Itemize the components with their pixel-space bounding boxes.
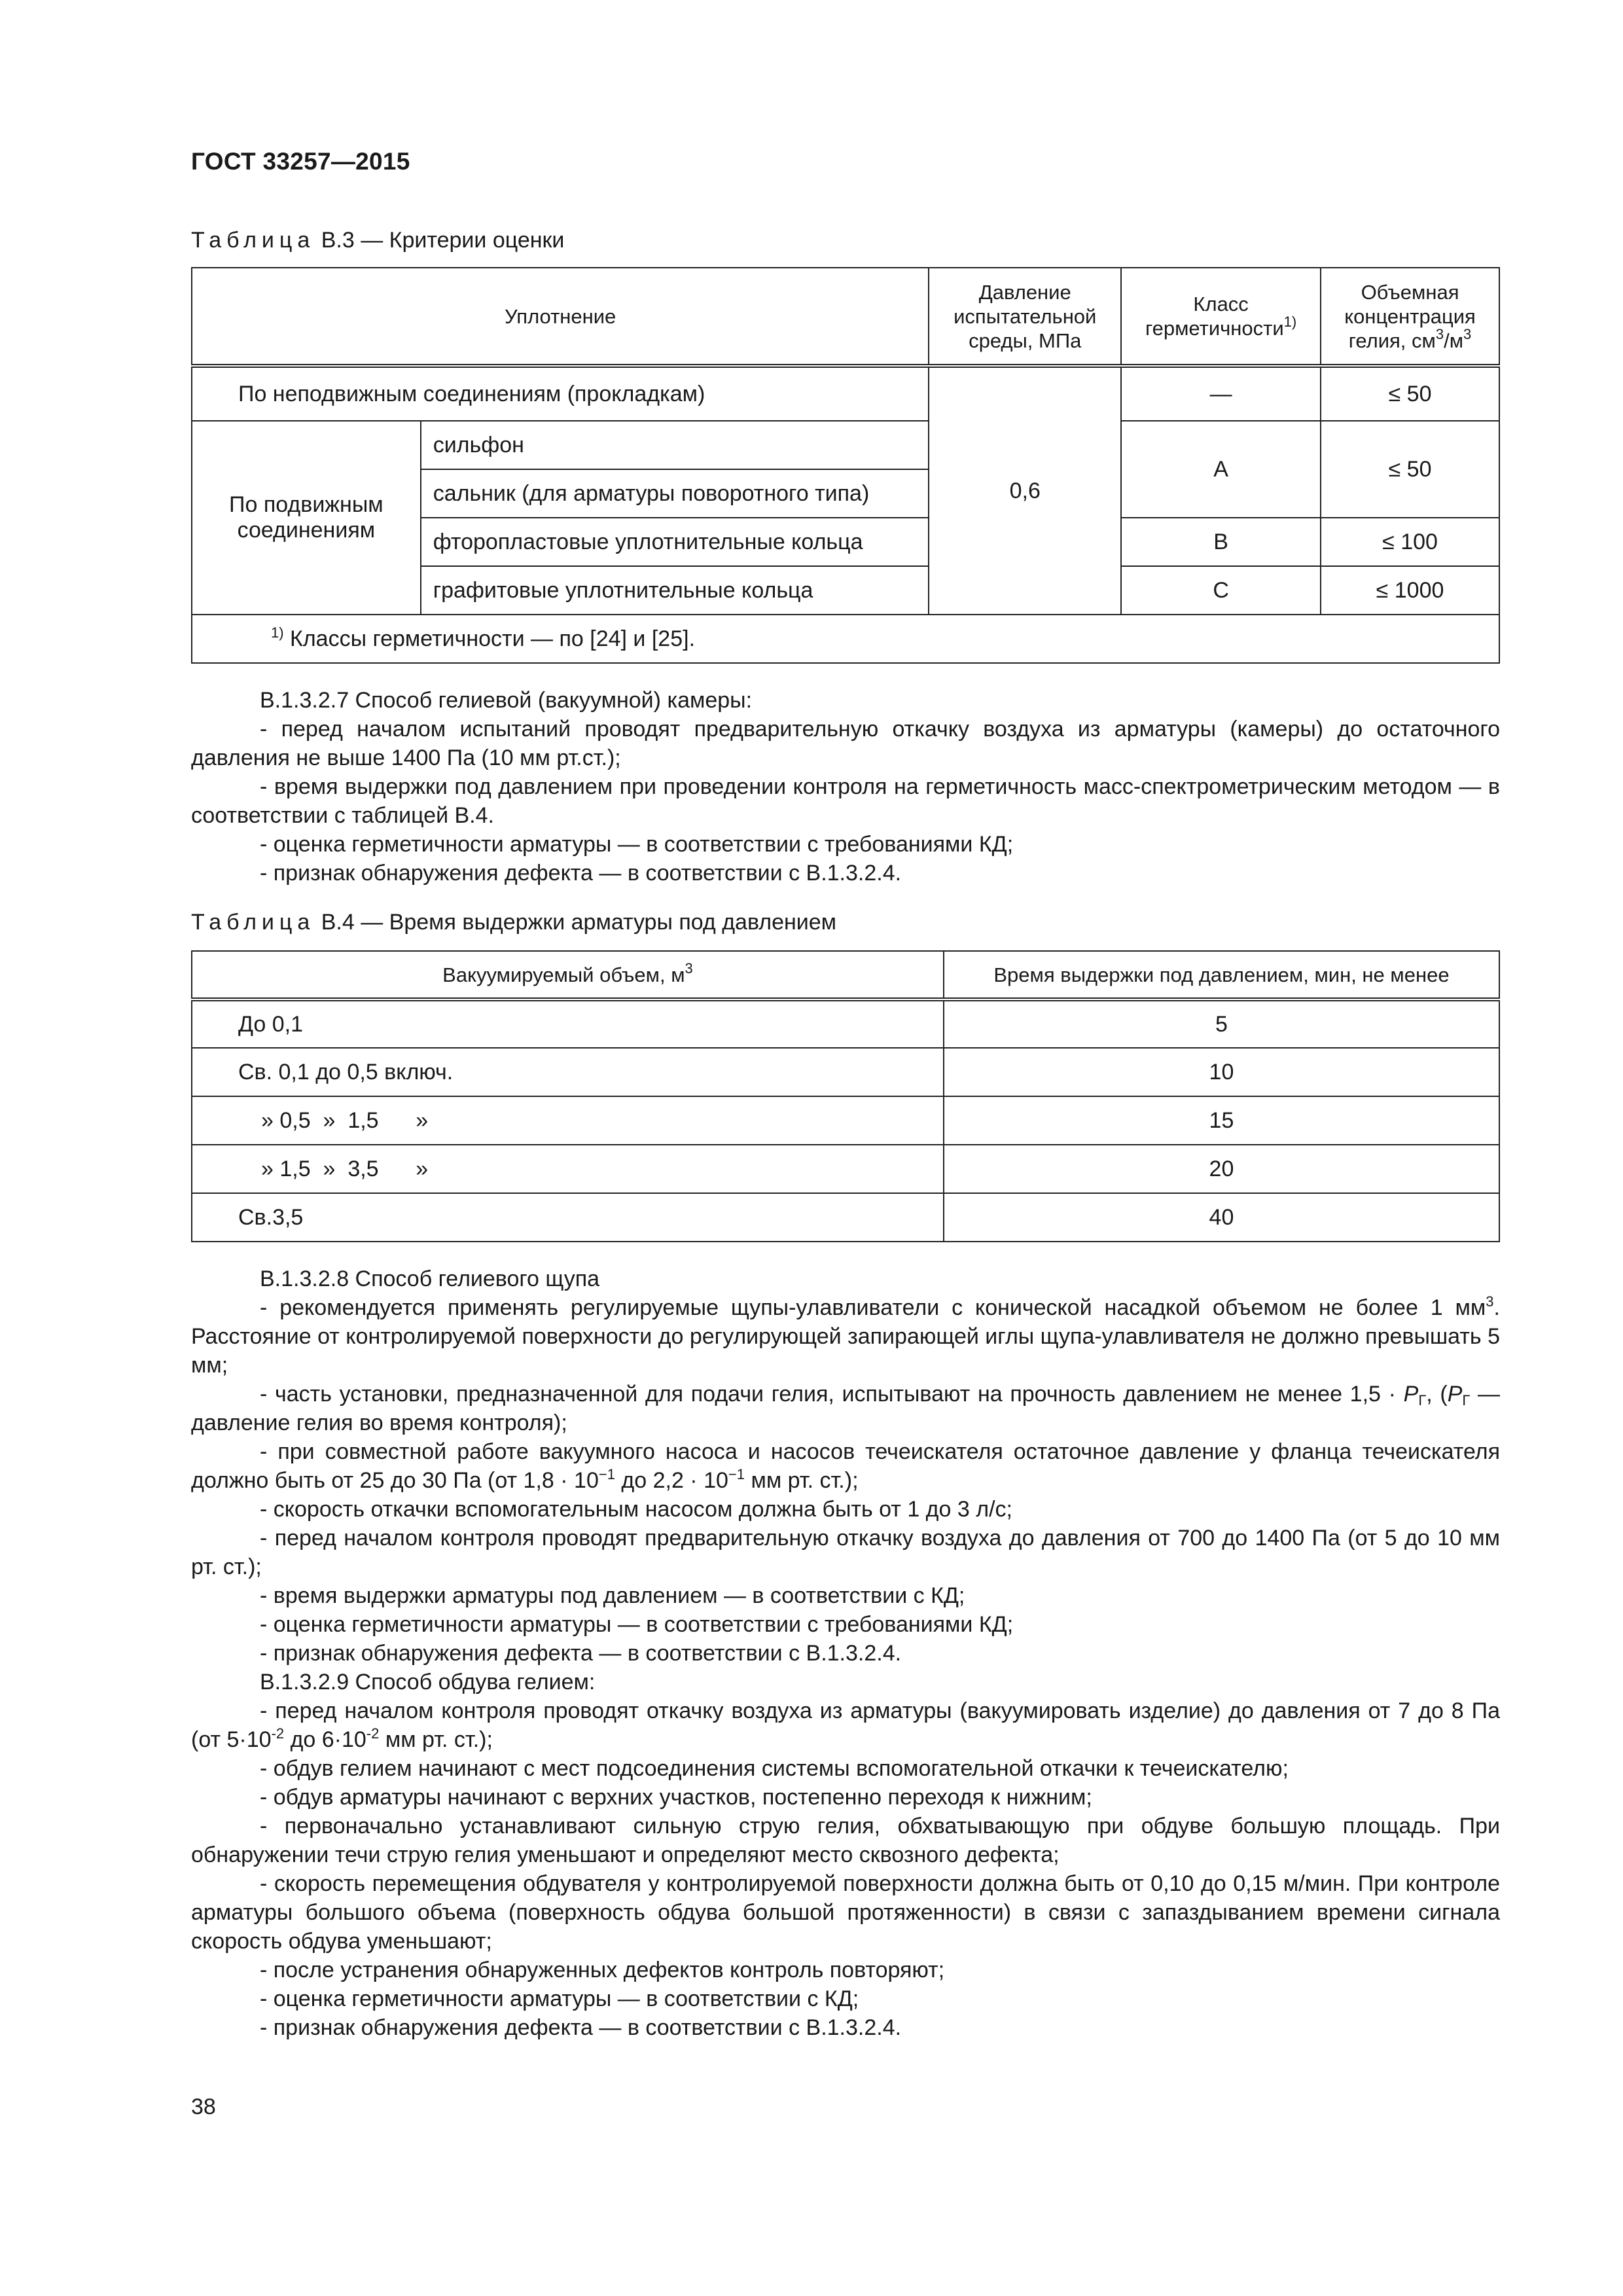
document-code-header: ГОСТ 33257—2015 [191,148,410,175]
section-line: - признак обнаружения дефекта — в соответствии с В.1.3.2.4. [260,1641,902,1666]
section-title: В.1.3.2.7 Способ гелиевой (вакуумной) камеры: [260,688,753,713]
table-row [192,999,1499,1048]
section-line: - скорость перемещения обдувателя у контролируемой поверхности должна быть от 0,10 до 0,15 м/мин. При контроле арматуры большого объема (поверхность обдува большой протяженности) в связи с запаздыванием времени сигнала скорость обдува уменьшают; [191,1871,1500,1954]
fixed-joints-class: — [1121,366,1321,421]
section-title: В.1.3.2.9 Способ обдува гелием: [260,1670,596,1695]
text-span: - рекомендуется применять регулируемые щупы-улавливатели с конической насадкой объемом не более 1 мм [260,1295,1486,1320]
section-line [191,1293,1500,1380]
subscript: Г [1418,1392,1427,1408]
table-b3-row-fixed [192,366,1499,421]
text-span: - часть установки, предназначенной для подачи гелия, испытывают на прочность давлением не менее 1,5 · [260,1382,1404,1407]
table-b3-row-bellows [192,421,1499,469]
time-cell: 5 [944,999,1499,1048]
time-cell: 20 [944,1145,1499,1193]
conc-unit-mid: /м [1444,329,1464,352]
table-b3-footnote-row [192,615,1499,663]
table-b4-header-time: Время выдержки под давлением, мин, не менее [944,951,1499,999]
text-span: до 2,2 · 10 [615,1468,728,1493]
section-line [191,1437,1500,1495]
section-line: - после устранения обнаруженных дефектов контроль повторяют; [260,1958,945,1982]
time-cell: 10 [944,1048,1499,1096]
text-span: мм рт. ст.); [745,1468,859,1493]
table-b4-header-row [192,951,1499,999]
class-b-concentration: ≤ 100 [1321,518,1499,566]
volume-cell: Св.3,5 [192,1193,944,1242]
footnote-mark: 1) [271,624,284,641]
section-line [191,1696,1500,1754]
class-header-text: Класс герметичности [1145,293,1284,340]
seal-type-graphite-rings: графитовые уплотнительные кольца [421,566,929,615]
table-row [192,1048,1499,1096]
table-b3-caption-label: Таблица [191,228,315,253]
table-b3-header-row [192,268,1499,366]
table-row [192,1193,1499,1242]
volume-cell: До 0,1 [192,999,944,1048]
superscript: -2 [271,1725,285,1742]
section-line: - обдув арматуры начинают с верхних участков, постепенно переходя к нижним; [260,1785,1092,1810]
section-helium-chamber [191,686,1500,888]
section-line [191,1380,1500,1437]
conc-unit-sup-1: 3 [1435,325,1444,342]
volume-cell: » 1,5 » 3,5 » [192,1145,944,1193]
section-line: - оценка герметичности арматуры — в соответствии с требованиями КД; [260,832,1014,857]
table-b3-header-sealing: Уплотнение [192,268,929,366]
section-line: - перед началом испытаний проводят предварительную откачку воздуха из арматуры (камеры) до остаточного давления не выше 1400 Па (10 мм рт.ст.); [191,717,1500,770]
text-span: до 6·10 [284,1727,366,1752]
fixed-joints-label: По неподвижным соединениям (прокладкам) [192,366,929,421]
section-line: - оценка герметичности арматуры — в соответствии с требованиями КД; [260,1612,1014,1637]
volume-header-sup: 3 [685,960,693,977]
section-helium-probe-and-blowing [191,1265,1500,2042]
time-cell: 15 [944,1096,1499,1145]
section-line: - признак обнаружения дефекта — в соответствии с В.1.3.2.4. [260,861,902,886]
volume-cell: Св. 0,1 до 0,5 включ. [192,1048,944,1096]
seal-type-ptfe-rings: фторопластовые уплотнительные кольца [421,518,929,566]
section-line: - обдув гелием начинают с мест подсоединения системы вспомогательной откачки к течеискателю; [260,1756,1289,1781]
table-b3-header-pressure: Давление испытательной среды, МПа [929,268,1121,366]
superscript: −1 [598,1466,615,1482]
text-span: — давление гелия во время контроля); [191,1382,1501,1435]
superscript: -2 [366,1725,380,1742]
superscript: 3 [1486,1293,1494,1310]
table-b4-caption [191,910,836,935]
table-row [192,1145,1499,1193]
text-span: . Расстояние от контролируемой поверхности до регулирующей запирающей иглы щупа-улавливателя не должно превышать 5 мм; [191,1295,1500,1378]
seal-type-bellows: сильфон [421,421,929,469]
table-b3-header-class [1121,268,1321,366]
table-b4-caption-title: В.4 — Время выдержки арматуры под давлением [315,910,837,935]
volume-header-text: Вакуумируемый объем, м [442,963,685,986]
table-b3-header-concentration [1321,268,1499,366]
test-pressure-value: 0,6 [929,366,1121,615]
time-cell: 40 [944,1193,1499,1242]
footnote-text: Классы герметичности — по [24] и [25]. [283,626,696,651]
table-b4 [191,950,1500,1242]
conc-unit-sup-2: 3 [1463,325,1472,342]
section-line: - время выдержки под давлением при проведении контроля на герметичность масс-спектрометрическим методом — в соответствии с таблицей В.4. [191,774,1500,828]
text-span: - при совместной работе вакуумного насоса и насосов течеискателя остаточное давление у фланца течеискателя должно быть от 25 до 30 Па (от 1,8 · 10 [191,1439,1500,1493]
section-line: - оценка герметичности арматуры — в соответствии с КД; [260,1986,859,2011]
superscript: −1 [728,1466,745,1482]
class-a-concentration: ≤ 50 [1321,421,1499,518]
text-span: , ( [1426,1382,1448,1407]
moving-joints-label: По подвижным соединениям [192,421,421,615]
table-b4-header-volume [192,951,944,999]
volume-cell: » 0,5 » 1,5 » [192,1096,944,1145]
class-b-value: В [1121,518,1321,566]
section-line: - признак обнаружения дефекта — в соответствии с В.1.3.2.4. [260,2015,902,2040]
table-b3 [191,267,1500,664]
subscript: Г [1462,1392,1471,1408]
section-title: В.1.3.2.8 Способ гелиевого щупа [260,1266,600,1291]
text-span: - перед началом контроля проводят откачку воздуха из арматуры (вакуумировать изделие) до давления от 7 до 8 Па (от 5·10 [191,1698,1500,1752]
text-span: мм рт. ст.); [379,1727,493,1752]
table-b3-footnote [192,615,1499,663]
page-number: 38 [191,2094,216,2119]
section-line: - время выдержки арматуры под давлением — в соответствии с КД; [260,1583,965,1608]
table-b3-caption-title: В.3 — Критерии оценки [315,228,565,253]
class-c-concentration: ≤ 1000 [1321,566,1499,615]
table-row [192,1096,1499,1145]
section-line: - первоначально устанавливают сильную струю гелия, обхватывающую при обдуве большую площадь. При обнаружении течи струю гелия уменьшают и определяют место сквозного дефекта; [191,1814,1500,1867]
conc-header-text: Объемная концентрация гелия, см [1344,280,1476,352]
table-b3-caption [191,228,564,253]
variable: P [1403,1382,1419,1407]
section-line: - скорость откачки вспомогательным насосом должна быть от 1 до 3 л/с; [260,1497,1012,1522]
section-line: - перед началом контроля проводят предварительную откачку воздуха до давления от 700 до 1400 Па (от 5 до 10 мм рт. ст.); [191,1526,1500,1579]
fixed-joints-concentration: ≤ 50 [1321,366,1499,421]
class-c-value: С [1121,566,1321,615]
seal-type-gland: сальник (для арматуры поворотного типа) [421,469,929,518]
class-header-footnote-mark: 1) [1283,314,1297,330]
variable: P [1447,1382,1463,1407]
class-a-value: А [1121,421,1321,518]
table-b4-caption-label: Таблица [191,910,315,935]
